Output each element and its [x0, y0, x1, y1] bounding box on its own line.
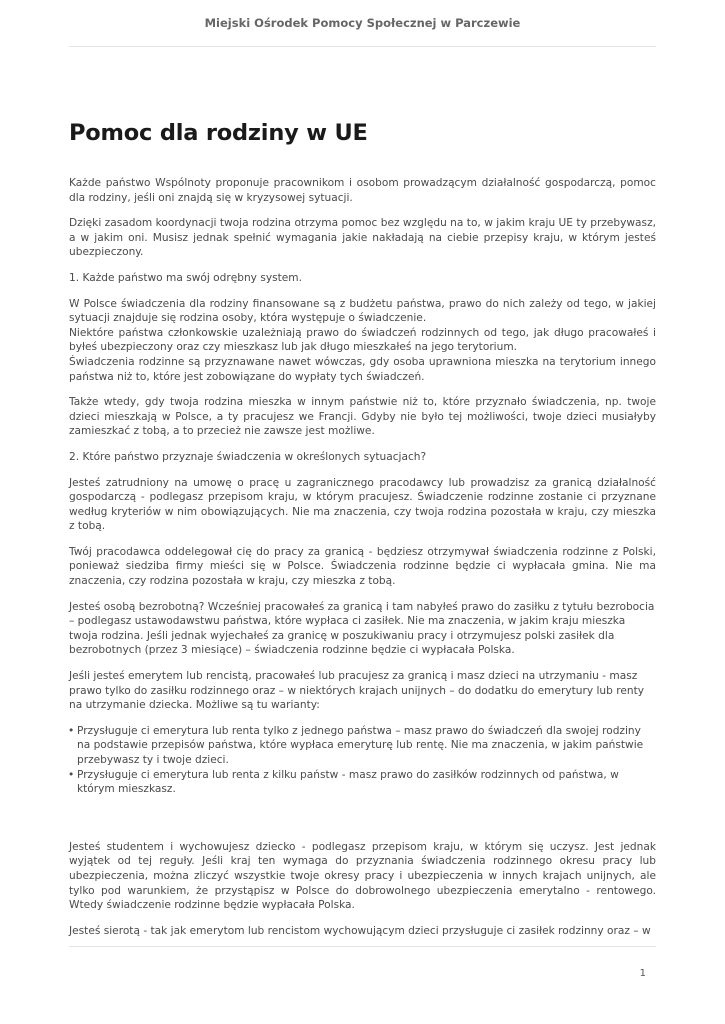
list-item	[69, 724, 656, 768]
paragraph: Jesteś osobą bezrobotną? Wcześniej pracowałeś za granicą i tam nabyłeś prawo do zasiłku z tytułu bezrobocia – podlegasz ustawodawstwu państwa, które wypłaca ci zasiłek. Nie ma znaczenia, w jakim kraju mieszka twoja rodzina. Jeśli jednak wyjechałeś za granicę w poszukiwaniu pracy i otrzymujesz polski zasiłek dla bezrobotnych (przez 3 miesiące) – świadczenia rodzinne będzie ci wypłacała Polska.	[69, 600, 655, 657]
paragraph: Twój pracodawca oddelegował cię do pracy za granicą - będziesz otrzymywał świadczenia rodzinne z Polski, ponieważ siedziba firmy mieści się w Polsce. Świadczenia rodzinne będzie ci wypłacała gmina. Nie ma znaczenia, czy rodzina pozostała w kraju, czy mieszka z tobą.	[69, 545, 656, 588]
bullet-icon: •	[68, 724, 75, 737]
bullet-list	[69, 724, 656, 797]
paragraph: Niektóre państwa członkowskie uzależniają prawo do świadczeń rodzinnych od tego, jak długo pracowałeś i byłeś ubezpieczony oraz czy mieszkasz lub jak długo mieszkałeś na jego terytorium.	[69, 326, 656, 354]
paragraph: Jesteś sierotą - tak jak emerytom lub rencistom wychowującym dzieci przysługuje ci zasiłek rodzinny oraz – w	[69, 924, 651, 937]
section-heading: 2. Które państwo przyznaje świadczenia w określonych sytuacjach?	[69, 450, 427, 463]
list-item-text: Przysługuje ci emerytura lub renta tylko z jednego państwa – masz prawo do świadczeń dla swojej rodziny na podstawie przepisów państwa, które wypłaca emeryturę lub rentę. Nie ma znaczenia, w jakim państwie przebywasz ty i twoje dzieci.	[77, 724, 644, 766]
footer-divider	[69, 946, 656, 947]
list-item	[69, 768, 656, 797]
article-body	[68, 176, 656, 937]
paragraph: Jesteś studentem i wychowujesz dziecko - podlegasz przepisom kraju, w którym się uczysz. Jest jednak wyjątek od tej reguły. Jeśli kraj ten wymaga do przyznania świadczenia rodzinnego okresu pracy lub ubezpieczenia, można zliczyć wszystkie twoje okresy pracy i ubezpieczenia w innych krajach unijnych, ale tylko pod warunkiem, że przystąpisz w Polsce do dobrowolnego ubezpieczenia emerytalno - rentowego. Wtedy świadczenie rodzinne będzie wypłacała Polska.	[69, 840, 656, 912]
section-heading: 1. Każde państwo ma swój odrębny system.	[69, 271, 302, 284]
list-item-text: Przysługuje ci emerytura lub renta z kilku państw - masz prawo do zasiłków rodzinnych od państwa, w którym mieszkasz.	[77, 768, 619, 796]
paragraph: Świadczenia rodzinne są przyznawane nawet wówczas, gdy osoba uprawniona mieszka na terytorium innego państwa niż to, które jest zobowiązane do wypłaty tych świadczeń.	[69, 355, 656, 383]
paragraph: Jeśli jesteś emerytem lub rencistą, pracowałeś lub pracujesz za granicą i masz dzieci na utrzymaniu - masz prawo tylko do zasiłku rodzinnego oraz – w niektórych krajach unijnych – do dodatku do emerytury lub renty na utrzymanie dziecka. Możliwe są tu warianty:	[69, 670, 644, 712]
page-number: 1	[639, 968, 646, 979]
paragraph: Dzięki zasadom koordynacji twoja rodzina otrzyma pomoc bez względu na to, w jakim kraju UE ty przebywasz, a w jakim oni. Musisz jednak spełnić wymagania jakie nakładają na ciebie przepisy kraju, w którym jesteś ubezpieczony.	[69, 217, 656, 259]
header-divider	[69, 46, 656, 47]
paragraph: Każde państwo Wspólnoty proponuje pracownikom i osobom prowadzącym działalność gospodarczą, pomoc dla rodziny, jeśli oni znajdą się w kryzysowej sytuacji.	[69, 177, 656, 204]
document-header: Miejski Ośrodek Pomocy Społecznej w Parczewie	[204, 16, 521, 30]
page-title: Pomoc dla rodziny w UE	[69, 120, 368, 146]
paragraph: Jesteś zatrudniony na umowę o pracę u zagranicznego pracodawcy lub prowadzisz za granicą działalność gospodarczą - podlegasz przepisom kraju, w którym pracujesz. Świadczenie rodzinne zostanie ci przyznane według kryteriów w nim obowiązujących. Nie ma znaczenia, czy twoja rodzina pozostała w kraju, czy mieszka z tobą.	[69, 476, 656, 533]
paragraph: W Polsce świadczenia dla rodziny finansowane są z budżetu państwa, prawo do nich zależy od tego, w jakiej sytuacji znajduje się rodzina osoby, która występuje o świadczenie.	[69, 297, 656, 325]
paragraph-group	[69, 297, 656, 385]
paragraph: Także wtedy, gdy twoja rodzina mieszka w innym państwie niż to, które przyznało świadczenia, np. twoje dzieci mieszkają w Polsce, a ty pracujesz we Francji. Gdyby nie było tej możliwości, twoje dzieci musiałyby zamieszkać z tobą, a to przecież nie zawsze jest możliwe.	[69, 396, 656, 438]
bullet-icon: •	[68, 768, 75, 781]
spacer	[69, 808, 656, 840]
